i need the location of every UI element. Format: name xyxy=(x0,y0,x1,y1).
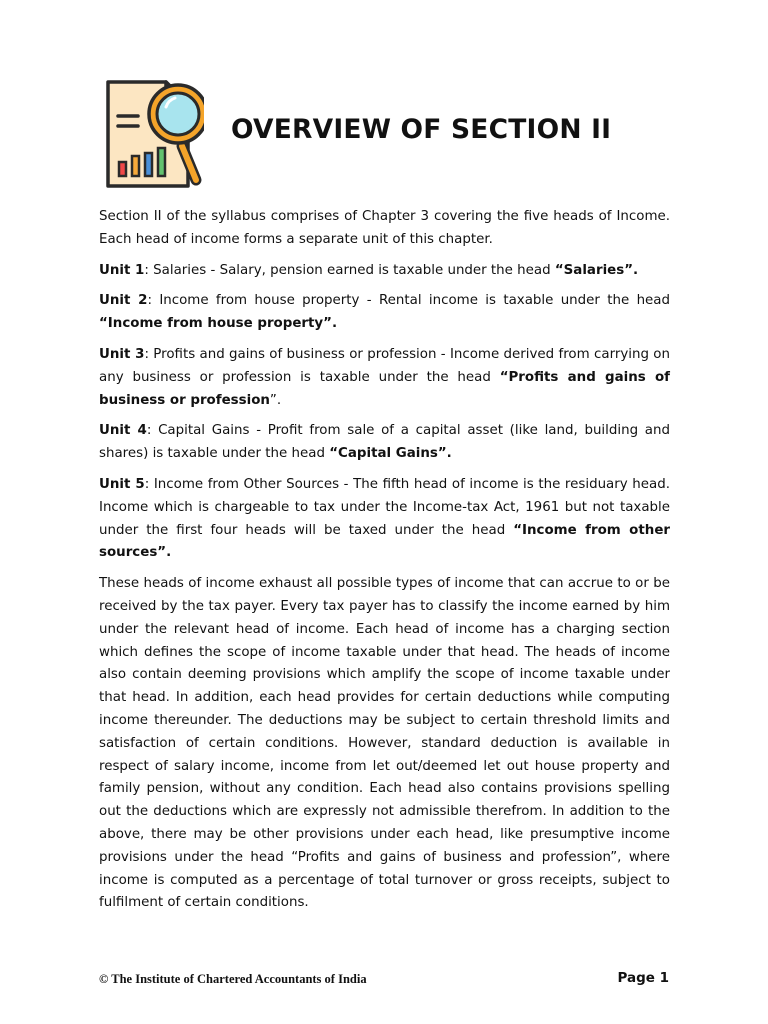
unit-3-text: : Profits and gains of business or profession - Income derived from carrying on any business or profession is taxable under the head xyxy=(99,346,670,385)
unit-5-text: : Income from Other Sources - The fifth head of income is the residuary head. Income which is chargeable to tax under the Income-tax Act, 1961 but not taxable under the first four heads will be taxed under the head xyxy=(99,476,670,538)
unit-5-label: Unit 5 xyxy=(99,476,145,492)
intro-paragraph: Section II of the syllabus comprises of Chapter 3 covering the five heads of Income. Each head of income forms a separate unit of this chapter. xyxy=(99,209,670,247)
page-header xyxy=(104,76,684,192)
report-magnifier-icon xyxy=(104,76,204,190)
unit-2-label: Unit 2 xyxy=(99,293,148,309)
unit-4-head: “Capital Gains”. xyxy=(329,446,452,462)
unit-2-head: “Income from house property”. xyxy=(99,316,338,332)
page-number: Page 1 xyxy=(617,970,669,986)
unit-1-paragraph xyxy=(99,260,670,283)
unit-4-label: Unit 4 xyxy=(99,423,147,439)
unit-1-text: : Salaries - Salary, pension earned is taxable under the head xyxy=(144,262,555,278)
footer-copyright: © The Institute of Chartered Accountants of India xyxy=(99,972,367,986)
unit-3-head: “Profits and gains of business or profession xyxy=(99,369,670,408)
unit-3-tail: ”. xyxy=(269,392,282,408)
unit-1-label: Unit 1 xyxy=(99,262,145,278)
unit-2-paragraph xyxy=(99,290,670,336)
closing-paragraph: These heads of income exhaust all possible types of income that can accrue to or be received by the tax payer. Every tax payer has to classify the income earned by him under the relevant head of income. Each head of income has a charging section which defines the scope of income taxable under that head. The heads of income also contain deeming provisions which amplify the scope of income taxable under that head. In addition, each head provides for certain deductions while computing income thereunder. The deductions may be subject to certain threshold limits and satisfaction of certain conditions. However, standard deduction is available in respect of salary income, income from let out/deemed let out house property and family pension, without any condition. Each head also contains provisions spelling out the deductions which are expressly not admissible therefrom. In addition to the above, there may be other provisions under each head, like presumptive income provisions under the head “Profits and gains of business and profession”, where income is computed as a percentage of total turnover or gross receipts, subject to fulfilment of certain conditions. xyxy=(99,576,670,911)
unit-4-text: : Capital Gains - Profit from sale of a capital asset (like land, building and shares) is taxable under the head xyxy=(99,423,670,462)
unit-2-text: : Income from house property - Rental income is taxable under the head xyxy=(147,293,670,309)
unit-5-head: “Income from other sources”. xyxy=(99,522,671,561)
page-title: OVERVIEW OF SECTION II xyxy=(231,114,612,145)
section-overview-body xyxy=(99,206,670,915)
unit-1-head: “Salaries”. xyxy=(554,262,639,278)
unit-3-paragraph xyxy=(99,344,670,412)
unit-5-paragraph xyxy=(99,474,670,565)
unit-4-paragraph xyxy=(99,420,670,466)
unit-3-label: Unit 3 xyxy=(99,346,145,362)
